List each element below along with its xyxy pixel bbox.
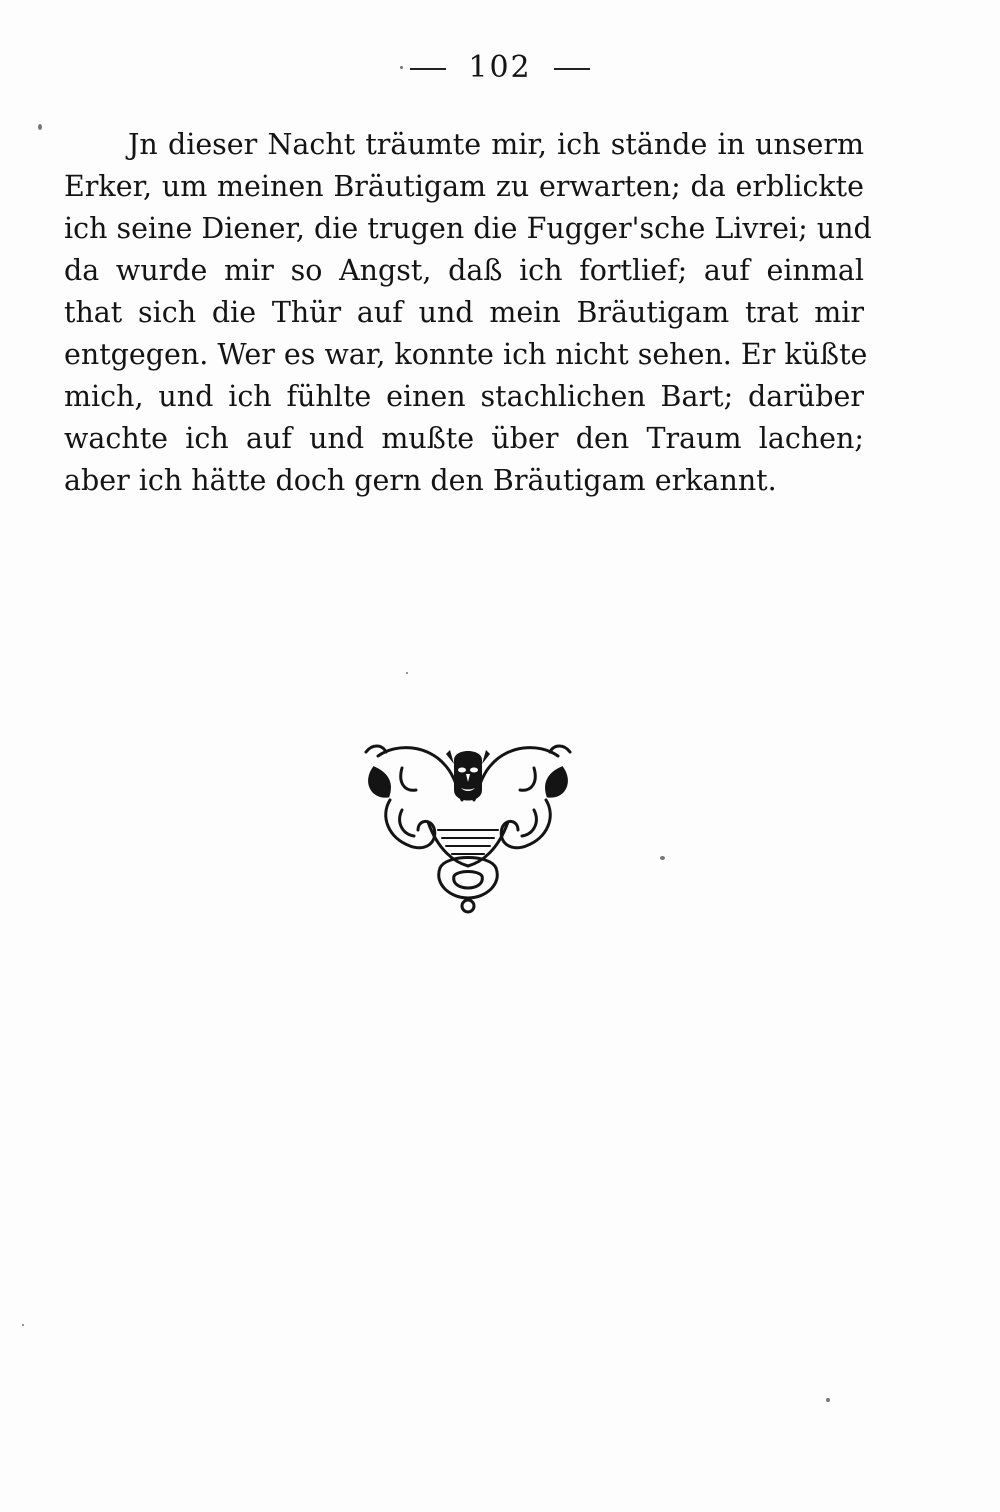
paper-speck bbox=[400, 66, 403, 69]
text-line: mich, und ich fühlte einen stachlichen Bart; darüber bbox=[64, 380, 864, 413]
text-line: Jn dieser Nacht träumte mir, ich stände in unserm bbox=[128, 128, 864, 161]
text-line: da wurde mir so Angst, daß ich fortlief; auf einmal bbox=[64, 254, 864, 287]
page-header bbox=[0, 50, 1000, 85]
text-line: aber ich hätte doch gern den Bräutigam erkannt. bbox=[64, 464, 777, 497]
paper-speck bbox=[660, 856, 665, 860]
tailpiece-vignette-icon bbox=[358, 738, 578, 914]
page-number: 102 bbox=[468, 50, 532, 85]
paper-speck bbox=[22, 1324, 24, 1326]
body-paragraph bbox=[64, 124, 872, 502]
header-dash-right bbox=[554, 68, 590, 70]
text-line: ich seine Diener, die trugen die Fugger'sche Livrei; und bbox=[64, 212, 872, 245]
paper-speck bbox=[826, 1398, 830, 1402]
text-line: entgegen. Wer es war, konnte ich nicht sehen. Er küßte bbox=[64, 338, 868, 371]
paper-speck bbox=[406, 672, 408, 674]
text-line: Erker, um meinen Bräutigam zu erwarten; da erblickte bbox=[64, 170, 864, 203]
paper-speck bbox=[38, 124, 42, 130]
text-line: wachte ich auf und mußte über den Traum lachen; bbox=[64, 422, 864, 455]
header-dash-left bbox=[410, 68, 446, 70]
text-line: that sich die Thür auf und mein Bräutigam trat mir bbox=[64, 296, 864, 329]
